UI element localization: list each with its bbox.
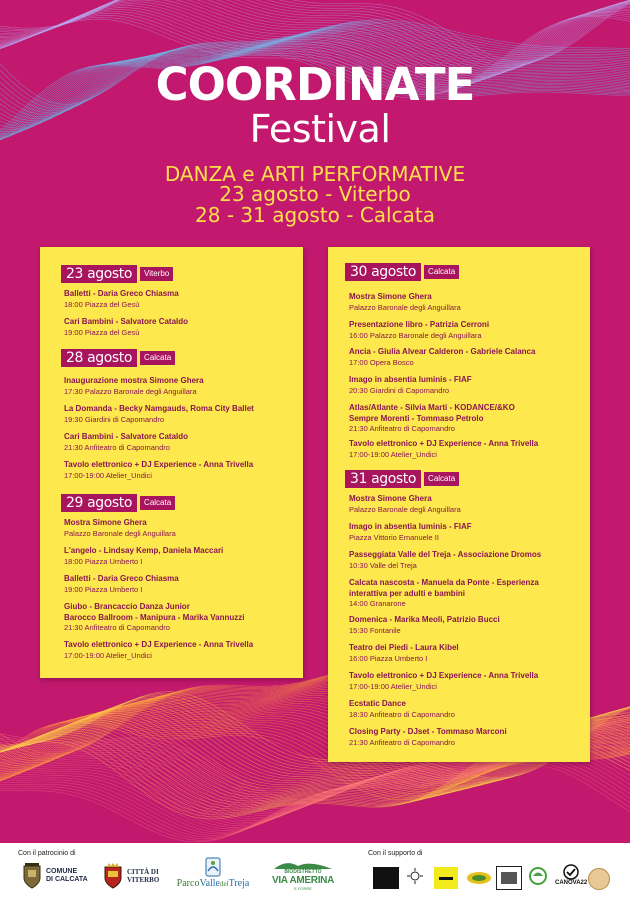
event-detail: 18:00 Piazza del Gesù: [64, 299, 140, 309]
event-title: Giubo - Brancaccio Danza Junior: [64, 602, 190, 611]
event-title: Cari Bambini - Salvatore Cataldo: [64, 317, 189, 326]
supporter-logo-3-mark: [434, 867, 458, 889]
event-item: [64, 317, 188, 338]
viterbo-logo: [103, 863, 159, 889]
program-card-left: [40, 247, 303, 678]
event-detail: Palazzo Baronale degli Anguillara: [64, 528, 176, 538]
event-detail: 17:00-19:00 Atelier_Undici: [64, 650, 152, 660]
event-detail: 19:00 Piazza Umberto I: [64, 584, 143, 594]
leaf-mark-icon: [466, 870, 492, 886]
event-item: [64, 574, 179, 595]
event-item: [64, 289, 179, 310]
event-detail: 19:00 Piazza del Gesù: [64, 327, 140, 337]
day-header-28: [61, 349, 175, 367]
event-detail: 18:00 Piazza Umberto I: [64, 556, 143, 566]
event-title: Mostra Simone Ghera: [349, 494, 432, 503]
event-item: [349, 671, 538, 692]
event-detail: 16:00 Piazza Umberto I: [349, 653, 428, 663]
day-place: Viterbo: [140, 267, 173, 281]
event-item: [349, 522, 472, 543]
day-header-30: [345, 263, 459, 281]
supporter-logo-5-mark: [496, 866, 522, 890]
festival-title: COORDINATE: [155, 58, 475, 111]
calcata-logo: [22, 863, 88, 889]
event-detail: 17:00 Opera Bosco: [349, 357, 414, 367]
day-label: 29 agosto: [61, 494, 137, 512]
supporter-logo-5: [496, 866, 522, 890]
event-title: Teatro dei Piedi - Laura Kibel: [349, 643, 459, 652]
event-item: [349, 347, 535, 368]
event-title: Calcata nascosta - Manuela da Ponte - Esperienza: [349, 578, 539, 587]
patronage-caption: Con il patrocinio di: [18, 850, 76, 857]
canova-label: CANOVA22: [555, 880, 588, 886]
event-item: [64, 640, 253, 661]
event-item: [349, 403, 515, 434]
hills-icon: [274, 859, 332, 869]
supporter-logo-1-mark: [373, 867, 399, 889]
calcata-crest-icon: [22, 863, 42, 889]
event-detail: 15:30 Fontanile: [349, 625, 401, 635]
parco-valle-treja-logo: [168, 857, 258, 889]
support-caption: Con il supporto di: [368, 850, 423, 857]
event-detail: 17:00-19:00 Atelier_Undici: [349, 449, 437, 459]
festival-subtitle: Festival: [249, 107, 391, 151]
event-item: [349, 375, 472, 396]
wave-line: [0, 757, 630, 836]
event-title: Tavolo elettronico + DJ Experience - Anna Trivella: [64, 640, 254, 649]
event-detail: 21:30 Anfiteatro di Capomandro: [64, 442, 170, 452]
amerina-top: BIODISTRETTO: [284, 869, 322, 875]
event-title: Presentazione libro - Patrizia Cerroni: [349, 320, 490, 329]
event-title-line2: Sempre Morenti - Tommaso Petrolo: [349, 413, 484, 423]
day-place: Calcata: [424, 265, 459, 279]
supporter-logo-1: [373, 867, 399, 889]
event-title: Tavolo elettronico + DJ Experience - Anna Trivella: [349, 439, 539, 448]
event-title: L'angelo - Lindsay Kemp, Daniela Maccari: [64, 546, 224, 555]
amerina-sub: E FORRE: [294, 886, 312, 891]
viterbo-crest-icon: [103, 863, 123, 889]
event-detail: 19:30 Giardini di Capomandro: [64, 414, 165, 424]
amerina-main: VIA AMERINA: [271, 875, 335, 886]
check-circle-icon: [563, 864, 579, 880]
event-title: Imago in absentia luminis - FIAF: [349, 375, 472, 384]
event-title: Atlas/Atlante - Silvia Marti - KODANCE/&KO: [349, 403, 515, 412]
event-title: Inaugurazione mostra Simone Ghera: [64, 376, 204, 385]
calcata-name-line1: COMUNE: [46, 868, 78, 875]
event-detail: 16:00 Palazzo Baronale degli Anguillara: [349, 330, 482, 340]
event-item: [64, 602, 244, 633]
day-place: Calcata: [140, 351, 175, 365]
event-detail: 17:00-19:00 Atelier_Undici: [64, 470, 152, 480]
event-title: Imago in absentia luminis - FIAF: [349, 522, 472, 531]
flower-mark-icon: [404, 867, 426, 889]
event-item: [349, 643, 459, 664]
day-label: 30 agosto: [345, 263, 421, 281]
event-title: Tavolo elettronico + DJ Experience - Anna Trivella: [349, 671, 539, 680]
event-item: [64, 546, 223, 567]
parco-emblem-icon: [205, 857, 221, 877]
event-detail: 14:00 Granarone: [349, 599, 406, 608]
event-detail: Palazzo Baronale degli Anguillara: [349, 302, 461, 312]
event-item: [349, 494, 461, 515]
event-item: [349, 439, 538, 460]
tagline-viterbo-dates: 23 agosto - Viterbo: [219, 182, 411, 206]
event-detail: Palazzo Baronale degli Anguillara: [349, 504, 461, 514]
supporter-logo-6: [527, 866, 549, 890]
event-detail: Piazza Vittorio Emanuele II: [349, 532, 439, 542]
day-place: Calcata: [424, 472, 459, 486]
event-title: Ecstatic Dance: [349, 699, 406, 708]
event-item: [64, 376, 204, 397]
day-label: 28 agosto: [61, 349, 137, 367]
event-item: [64, 432, 188, 453]
event-item: [64, 404, 254, 425]
viterbo-name-line1: CITTÀ DI: [127, 868, 159, 876]
sponsor-footer: [0, 843, 630, 900]
event-item: [349, 550, 541, 571]
event-title: Cari Bambini - Salvatore Cataldo: [64, 432, 189, 441]
event-detail: 10:30 Valle del Treja: [349, 560, 417, 570]
calcata-name-line2: DI CALCATA: [46, 876, 88, 883]
supporter-logo-8-mark: [588, 868, 610, 890]
event-detail: 21:30 Anfiteatro di Capomandro: [349, 737, 455, 747]
supporter-logo-3: [434, 867, 458, 889]
event-title-line2: interattiva per adulti e bambini: [349, 588, 466, 598]
event-detail: 21:30 Anfiteatro di Capomandro: [349, 424, 455, 433]
supporter-logo-2: [404, 867, 426, 889]
event-title: Balletti - Daria Greco Chiasma: [64, 289, 179, 298]
event-title: Passeggiata Valle del Treja - Associazione Dromos: [349, 550, 542, 559]
event-detail: 17:00-19:00 Atelier_Undici: [349, 681, 437, 691]
event-detail: 18:30 Anfiteatro di Capomandro: [349, 709, 455, 719]
event-detail: 17:30 Palazzo Baronale degli Anguillara: [64, 386, 197, 396]
event-title: Mostra Simone Ghera: [349, 292, 432, 301]
event-title-line2: Barocco Ballroom - Manipura - Marika Vannuzzi: [64, 612, 245, 622]
event-item: [349, 699, 455, 720]
event-title: Closing Party - DJset - Tommaso Marconi: [349, 727, 507, 736]
tagline-discipline: DANZA e ARTI PERFORMATIVE: [164, 162, 466, 186]
parco-name: ParcoValledelTreja: [176, 878, 250, 889]
day-label: 31 agosto: [345, 470, 421, 488]
event-item: [349, 578, 539, 609]
event-item: [349, 727, 507, 748]
event-detail: 21:30 Anfiteatro di Capomandro: [64, 623, 170, 632]
event-item: [349, 320, 489, 341]
event-item: [64, 460, 253, 481]
tagline-calcata-dates: 28 - 31 agosto - Calcata: [195, 203, 435, 227]
via-amerina-logo: [265, 859, 341, 891]
canova22-logo: [555, 864, 587, 886]
day-header-23: [61, 265, 173, 283]
event-title: Mostra Simone Ghera: [64, 518, 147, 527]
supporter-logo-8: [588, 868, 610, 890]
day-header-31: [345, 470, 459, 488]
day-place: Calcata: [140, 496, 175, 510]
event-detail: 20:30 Giardini di Capomandro: [349, 385, 450, 395]
event-item: [349, 292, 461, 313]
event-title: La Domanda - Becky Namgauds, Roma City Ballet: [64, 404, 254, 413]
viterbo-name-line2: VITERBO: [127, 876, 160, 884]
program-card-right: [328, 247, 590, 762]
supporter-logo-4: [466, 870, 492, 886]
event-title: Ancia - Giulia Alvear Calderon - Gabriele Calanca: [349, 347, 536, 356]
green-circle-icon: [527, 866, 549, 890]
event-title: Tavolo elettronico + DJ Experience - Anna Trivella: [64, 460, 254, 469]
event-item: [64, 518, 176, 539]
event-title: Domenica - Marika Meoli, Patrizio Bucci: [349, 615, 500, 624]
event-item: [349, 615, 500, 636]
day-label: 23 agosto: [61, 265, 137, 283]
event-title: Balletti - Daria Greco Chiasma: [64, 574, 179, 583]
day-header-29: [61, 494, 175, 512]
